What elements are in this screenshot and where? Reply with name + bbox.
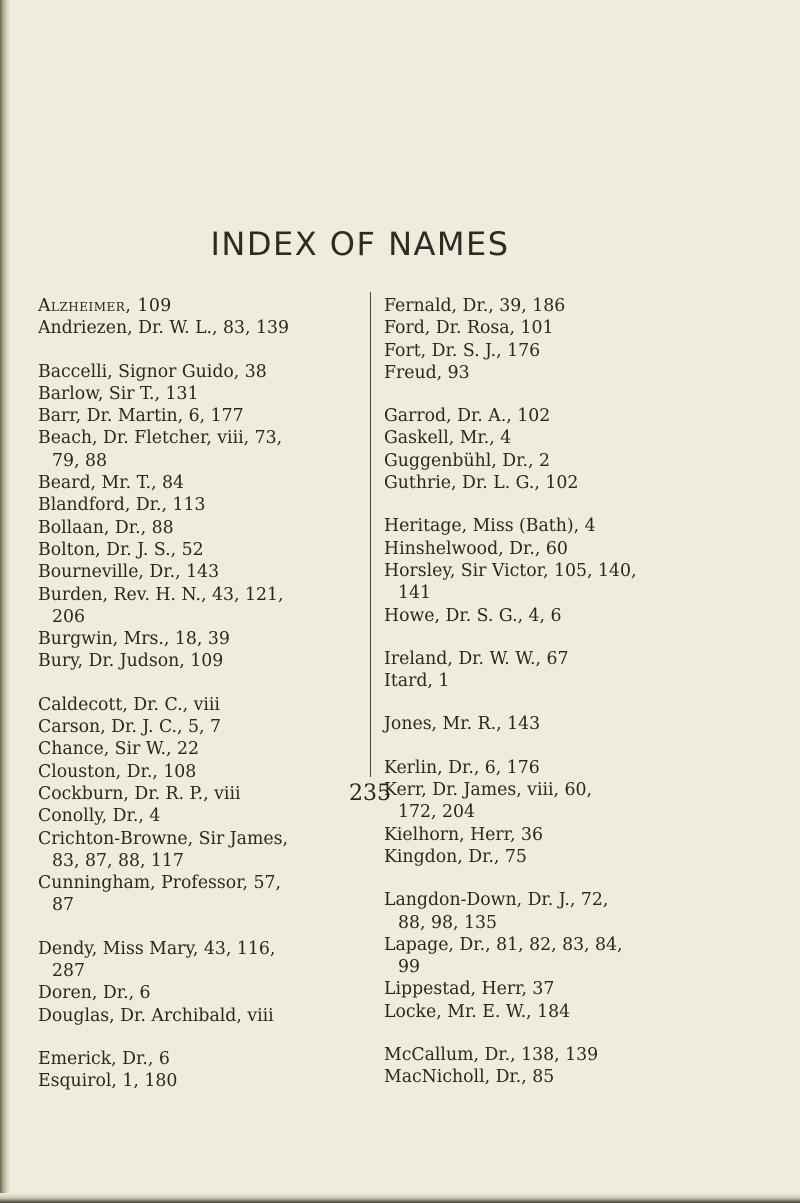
index-entry-text: Beard, Mr. T., 84: [38, 473, 185, 494]
index-entry: [384, 427, 714, 449]
index-entry: [384, 605, 714, 627]
index-column-left: [38, 295, 368, 1114]
index-entry-continuation: 206: [52, 606, 85, 627]
index-entry-text: Kingdon, Dr., 75: [384, 846, 527, 867]
index-entry: [38, 872, 368, 917]
index-letter-group: [38, 1048, 368, 1093]
index-entry-continuation: 87: [52, 895, 74, 916]
index-entry: [384, 472, 714, 494]
index-entry-text: Bourneville, Dr., 143: [38, 562, 220, 583]
page-bottom-edge: [0, 1193, 800, 1203]
index-entry: [38, 361, 368, 383]
index-entry: [38, 494, 368, 516]
index-entry: [38, 761, 368, 783]
index-entry-text: Alzheimer, 109: [38, 296, 172, 316]
index-entry: [38, 694, 368, 716]
index-entry-text: Kerr, Dr. James, viii, 60,: [384, 780, 592, 801]
index-entry-text: Blandford, Dr., 113: [38, 495, 206, 516]
index-entry: [38, 805, 368, 827]
index-entry: [384, 1044, 714, 1066]
index-entry: [384, 362, 714, 384]
index-entry-text: Lapage, Dr., 81, 82, 83, 84,: [384, 934, 623, 955]
index-entry-continuation: 99: [398, 957, 420, 978]
index-entry-text: Bury, Dr. Judson, 109: [38, 651, 224, 672]
index-entry: [384, 405, 714, 427]
index-entry-text: Caldecott, Dr. C., viii: [38, 694, 220, 715]
index-letter-group: [38, 361, 368, 673]
index-entry: [384, 670, 714, 692]
index-entry-text: Langdon-Down, Dr. J., 72,: [384, 890, 609, 911]
index-entry-text: Garrod, Dr. A., 102: [384, 406, 551, 427]
page-title: INDEX OF NAMES: [210, 225, 510, 263]
index-entry: [38, 584, 368, 629]
index-entry-text: Carson, Dr. J. C., 5, 7: [38, 717, 222, 738]
page-binding-edge: [0, 0, 10, 1203]
index-entry-text: Doren, Dr., 6: [38, 983, 151, 1004]
index-letter-group: [384, 405, 714, 494]
index-entry-text: Locke, Mr. E. W., 184: [384, 1001, 571, 1022]
index-entry-text: Cunningham, Professor, 57,: [38, 873, 282, 894]
index-entry-text: Burgwin, Mrs., 18, 39: [38, 629, 230, 650]
index-entry: [38, 982, 368, 1004]
index-entry: [384, 1001, 714, 1023]
index-entry-text: Hinshelwood, Dr., 60: [384, 538, 568, 559]
index-entry-text: Gaskell, Mr., 4: [384, 428, 512, 449]
index-entry-text: Esquirol, 1, 180: [38, 1071, 178, 1092]
index-entry: [384, 648, 714, 670]
index-entry-text: Heritage, Miss (Bath), 4: [384, 516, 596, 537]
index-entry: [384, 295, 714, 317]
index-entry-text: Conolly, Dr., 4: [38, 806, 161, 827]
index-entry: [38, 716, 368, 738]
index-letter-group: [384, 648, 714, 693]
index-entry: [38, 317, 368, 339]
index-entry: [38, 1070, 368, 1092]
index-entry-text: Barlow, Sir T., 131: [38, 383, 199, 404]
index-entry: [384, 978, 714, 1000]
index-entry: [384, 538, 714, 560]
index-entry-text: Guthrie, Dr. L. G., 102: [384, 473, 579, 494]
index-entry: [384, 846, 714, 868]
index-entry-continuation: 287: [52, 961, 85, 982]
column-divider: [370, 292, 371, 777]
index-entry-text: Douglas, Dr. Archibald, viii: [38, 1005, 274, 1026]
index-letter-group: [38, 694, 368, 917]
index-entry-text: Dendy, Miss Mary, 43, 116,: [38, 938, 276, 959]
index-letter-group: [38, 295, 368, 340]
index-entry-continuation: 88, 98, 135: [398, 912, 497, 933]
index-entry-text: Ireland, Dr. W. W., 67: [384, 648, 569, 669]
index-entry: [38, 383, 368, 405]
index-entry: [384, 317, 714, 339]
index-entry-text: McCallum, Dr., 138, 139: [384, 1045, 599, 1066]
index-entry: [384, 450, 714, 472]
index-entry: [384, 713, 714, 735]
index-entry-text: Bollaan, Dr., 88: [38, 517, 174, 538]
index-entry-text: Kerlin, Dr., 6, 176: [384, 757, 540, 778]
index-entry-text: Guggenbühl, Dr., 2: [384, 450, 550, 471]
index-entry: [384, 779, 714, 824]
index-letter-group: [384, 515, 714, 626]
index-letter-group: [38, 938, 368, 1027]
index-entry: [38, 938, 368, 983]
index-entry-text: Kielhorn, Herr, 36: [384, 824, 543, 845]
index-entry: [38, 1005, 368, 1027]
index-entry-text: Chance, Sir W., 22: [38, 739, 200, 760]
index-entry-text: Horsley, Sir Victor, 105, 140,: [384, 560, 637, 581]
index-entry: [384, 824, 714, 846]
index-letter-group: [384, 295, 714, 384]
index-entry: [38, 1048, 368, 1070]
index-entry: [38, 427, 368, 472]
index-entry: [38, 628, 368, 650]
index-entry-text: Andriezen, Dr. W. L., 83, 139: [38, 318, 289, 339]
index-entry-continuation: 141: [398, 583, 431, 604]
index-entry-text: Fort, Dr. S. J., 176: [384, 340, 541, 361]
index-entry: [38, 650, 368, 672]
index-letter-group: [384, 757, 714, 868]
index-entry-text: Cockburn, Dr. R. P., viii: [38, 783, 241, 804]
index-entry-text: Jones, Mr. R., 143: [384, 714, 541, 735]
index-entry-continuation: 172, 204: [398, 802, 475, 823]
index-entry: [38, 828, 368, 873]
index-entry-text: Baccelli, Signor Guido, 38: [38, 361, 267, 382]
index-entry-text: Bolton, Dr. J. S., 52: [38, 539, 204, 560]
index-entry: [384, 757, 714, 779]
page-number: 235: [349, 781, 391, 806]
index-entry-text: Emerick, Dr., 6: [38, 1048, 170, 1069]
index-letter-group: [384, 889, 714, 1023]
index-entry: [384, 560, 714, 605]
index-entry-text: Clouston, Dr., 108: [38, 761, 197, 782]
index-entry: [384, 340, 714, 362]
index-entry: [38, 738, 368, 760]
index-entry-continuation: 83, 87, 88, 117: [52, 850, 184, 871]
index-entry-text: Crichton-Browne, Sir James,: [38, 828, 288, 849]
index-entry: [38, 517, 368, 539]
index-entry-text: Howe, Dr. S. G., 4, 6: [384, 605, 562, 626]
index-letter-group: [384, 713, 714, 735]
index-entry: [384, 889, 714, 934]
index-entry-text: Barr, Dr. Martin, 6, 177: [38, 406, 244, 427]
index-entry: [38, 405, 368, 427]
index-entry: [38, 295, 368, 317]
index-entry-text: Fernald, Dr., 39, 186: [384, 296, 566, 316]
index-entry-text: Burden, Rev. H. N., 43, 121,: [38, 584, 284, 605]
index-entry-text: Beach, Dr. Fletcher, viii, 73,: [38, 428, 283, 449]
index-entry-continuation: 79, 88: [52, 450, 107, 471]
index-entry: [38, 561, 368, 583]
index-letter-group: [384, 1044, 714, 1089]
index-entry: [38, 783, 368, 805]
index-entry: [38, 472, 368, 494]
index-entry: [384, 515, 714, 537]
index-column-right: [384, 295, 714, 1110]
index-entry: [38, 539, 368, 561]
index-entry: [384, 934, 714, 979]
index-entry-text: Lippestad, Herr, 37: [384, 979, 555, 1000]
index-entry-text: Itard, 1: [384, 671, 450, 692]
index-entry: [384, 1066, 714, 1088]
index-entry-text: Ford, Dr. Rosa, 101: [384, 318, 554, 339]
index-entry-text: Freud, 93: [384, 362, 470, 383]
index-entry-text: MacNicholl, Dr., 85: [384, 1067, 555, 1088]
